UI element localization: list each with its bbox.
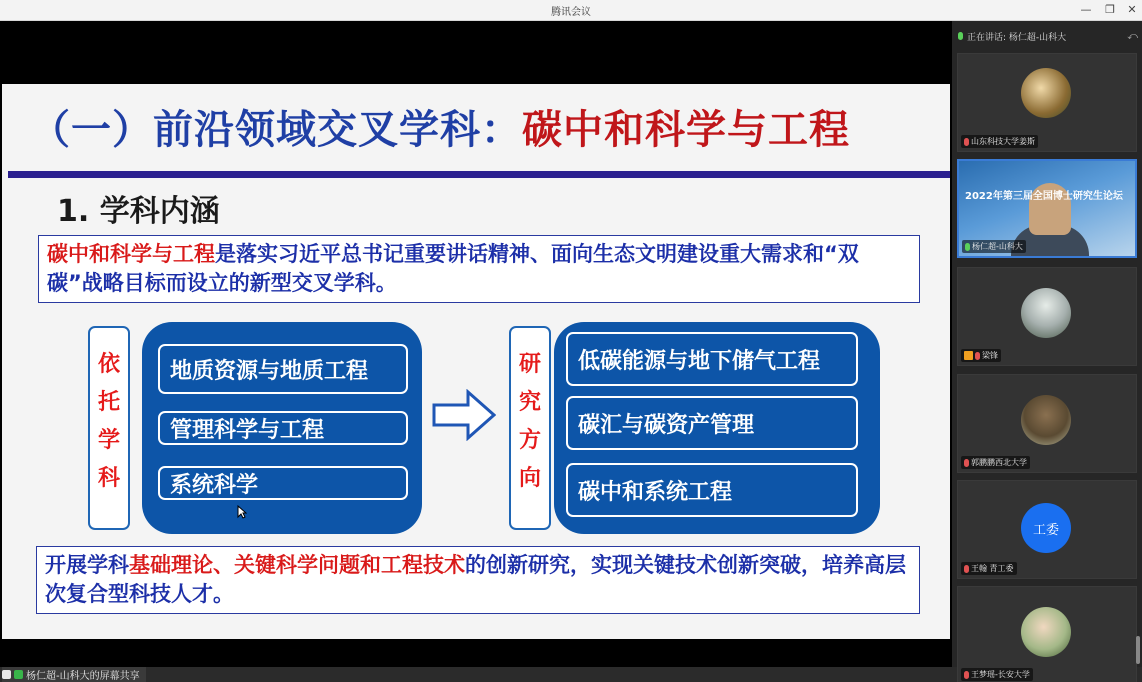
collapse-arrow-icon[interactable]: ⤺ [1127,30,1138,42]
participant-tile-active[interactable] [957,159,1137,258]
label-char: 托 [97,390,120,415]
speaking-text: 正在讲话: 杨仁超-山科大 [967,32,1067,43]
participant-tile[interactable] [957,53,1137,152]
label-char: 科 [97,466,120,491]
sidebar-scrollbar[interactable] [1136,636,1140,664]
research-item: 低碳能源与地下储气工程 [566,332,858,386]
close-icon[interactable]: ✕ [1127,3,1137,16]
restore-icon[interactable]: ❐ [1105,3,1115,16]
participant-avatar [1021,68,1071,118]
video-background-banner: 2022年第三届全国博士研究生论坛 [965,191,1123,202]
participant-avatar [1021,395,1071,445]
participant-label [961,135,1038,148]
summary-text: 开展学科 [45,553,129,577]
screen-share-label: 杨仁超-山科大的屏幕共享 [26,671,140,682]
slide-title [30,98,850,155]
minimize-icon[interactable]: — [1080,3,1092,16]
participant-label [961,668,1033,681]
participant-label [961,456,1030,469]
participant-tile[interactable] [957,480,1137,579]
discipline-item: 管理科学与工程 [158,411,408,445]
label-char: 研 [518,352,541,377]
participant-label [962,240,1026,253]
summary-highlight: 基础理论、关键科学问题和工程技术 [129,553,465,577]
participant-initials-avatar: 工委 [1021,503,1071,553]
participant-name: 山东科技大学姜斯 [971,137,1035,146]
shared-screen [0,21,952,667]
participant-name: 杨仁超-山科大 [972,242,1023,251]
discipline-item: 地质资源与地质工程 [158,344,408,394]
screen-share-icon [2,670,11,679]
mic-active-icon [965,243,970,251]
slide-subheading: 1. 学科内涵 [57,194,220,229]
participant-label [961,562,1017,575]
mic-muted-icon [964,138,969,146]
mic-muted-icon [964,671,969,679]
slide-title-red: 碳中和科学与工程 [522,107,850,153]
title-divider [8,171,950,178]
intro-text: 是落实习近平总书记重要讲话精神、面向生态文明建设重大需求和“双碳”战略目标而设立的新型交叉学科。 [47,242,859,295]
mic-muted-icon [964,459,969,467]
speaker-mic-icon [958,32,963,40]
title-bar [0,0,1142,21]
label-char: 学 [97,428,120,453]
participant-tile[interactable] [957,374,1137,473]
intro-text-box [38,235,920,303]
mic-muted-icon [964,565,969,573]
share-status-icon [14,670,23,679]
right-arrow-icon [432,389,496,441]
supporting-disciplines-label [88,326,130,530]
participant-tile[interactable] [957,586,1137,682]
participant-label [961,349,1001,362]
label-char: 依 [97,352,120,377]
speaking-indicator [958,25,1138,47]
window-title: 腾讯会议 [551,7,591,18]
summary-text: 的创新研究，实现关键技术创新突破，培养高层次复合型科技人才。 [45,553,906,606]
label-char: 究 [518,390,541,415]
research-directions-panel [554,322,880,534]
participant-avatar [1021,607,1071,657]
mouse-pointer-icon [237,505,247,519]
presentation-slide [2,84,950,639]
mic-muted-icon [975,352,980,360]
summary-text-box [36,546,920,614]
intro-highlight: 碳中和科学与工程 [47,242,215,266]
participant-name: 王梦瑶-长安大学 [971,670,1030,679]
discipline-item: 系统科学 [158,466,408,500]
screen-share-indicator[interactable] [2,667,146,682]
participant-name: 梁锋 [982,351,998,360]
participant-avatar [1021,288,1071,338]
participant-name: 王翰 青工委 [971,564,1014,573]
research-directions-label [509,326,551,530]
participant-name: 郭鹏鹏西北大学 [971,458,1027,467]
slide-title-blue: （一）前沿领域交叉学科： [30,107,522,153]
participant-tile[interactable] [957,267,1137,366]
research-item: 碳汇与碳资产管理 [566,396,858,450]
supporting-disciplines-panel [142,322,422,534]
label-char: 方 [518,428,541,453]
research-item: 碳中和系统工程 [566,463,858,517]
participants-sidebar [952,21,1142,679]
user-icon [964,351,973,360]
label-char: 向 [518,466,541,491]
